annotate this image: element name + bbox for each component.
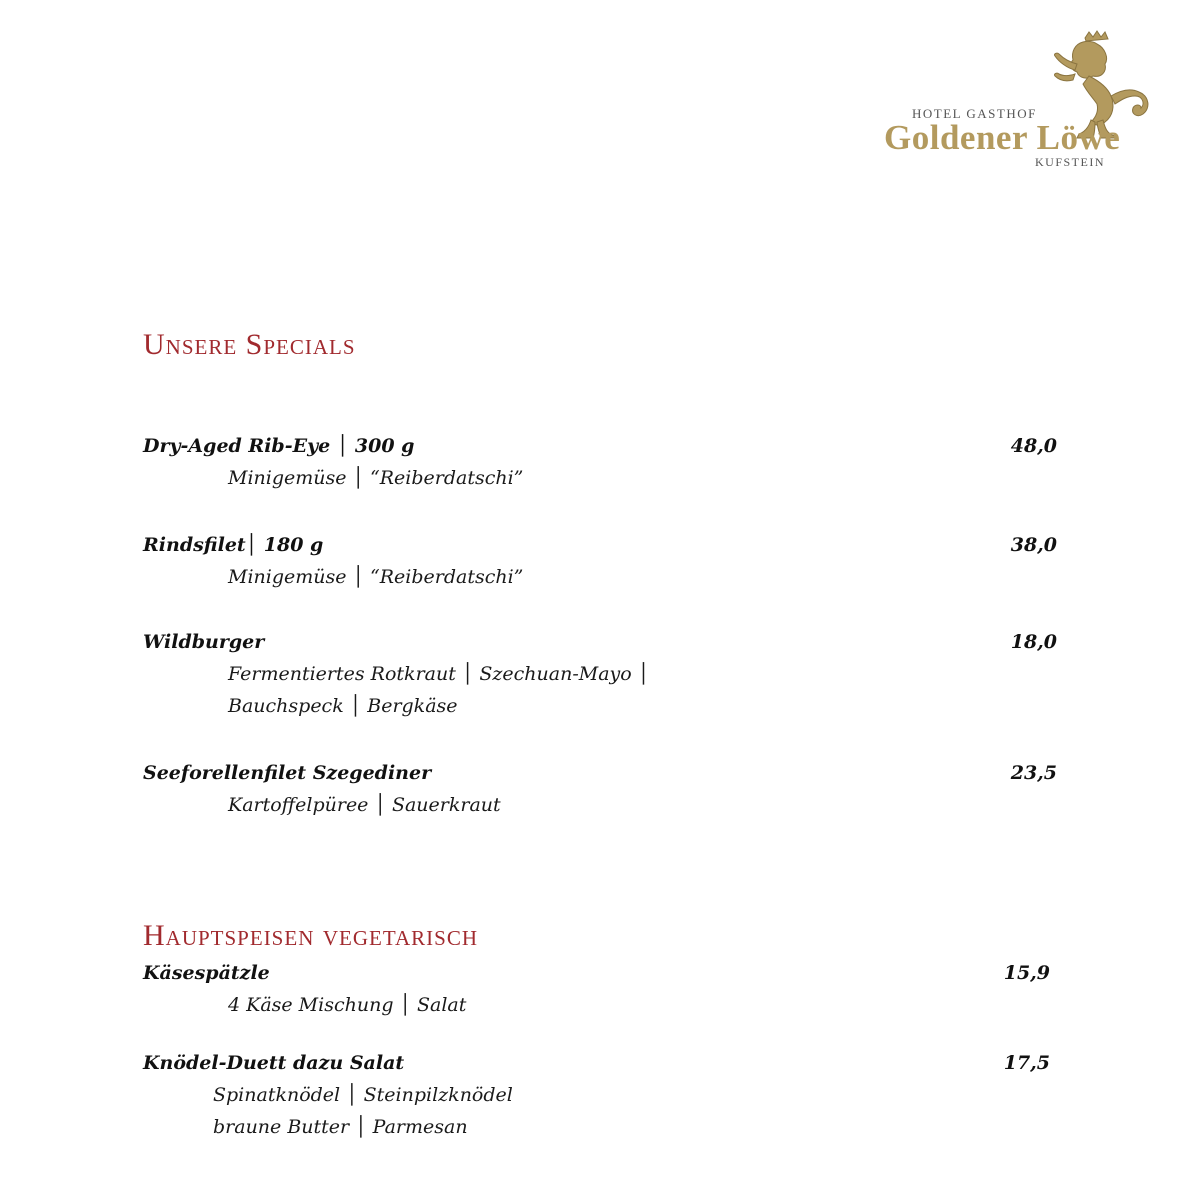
dish-name: Käsespätzle bbox=[143, 962, 270, 984]
dish-name: Seeforellenfilet Szegediner bbox=[143, 762, 432, 784]
logo-hotel-label: HOTEL GASTHOF bbox=[912, 106, 1037, 121]
dish-price: 18,0 bbox=[1010, 631, 1057, 653]
logo-name: Goldener Löwe bbox=[884, 118, 1121, 157]
dish-price: 17,5 bbox=[1003, 1052, 1050, 1074]
dish-price: 48,0 bbox=[1010, 435, 1057, 457]
dish-description: Fermentiertes Rotkraut │ Szechuan-Mayo │ bbox=[228, 663, 650, 685]
dish-description: braune Butter │ Parmesan bbox=[213, 1116, 468, 1138]
section-title-vegetarian: Hauptspeisen vegetarisch bbox=[143, 919, 479, 952]
dish-name: Rindsfilet│ 180 g bbox=[143, 534, 324, 556]
dish-price: 38,0 bbox=[1010, 534, 1057, 556]
section-title-specials: Unsere Specials bbox=[143, 328, 356, 361]
dish-price: 23,5 bbox=[1010, 762, 1057, 784]
dish-description: Minigemüse │ “Reiberdatschi” bbox=[228, 566, 524, 588]
dish-name: Knödel-Duett dazu Salat bbox=[143, 1052, 405, 1074]
dish-description: Kartoffelpüree │ Sauerkraut bbox=[228, 794, 501, 816]
dish-description: Spinatknödel │ Steinpilzknödel bbox=[213, 1084, 513, 1106]
dish-description: Bauchspeck │ Bergkäse bbox=[228, 695, 458, 717]
dish-name: Dry-Aged Rib-Eye │ 300 g bbox=[143, 435, 415, 457]
dish-description: Minigemüse │ “Reiberdatschi” bbox=[228, 467, 524, 489]
hotel-logo bbox=[880, 30, 1160, 180]
dish-description: 4 Käse Mischung │ Salat bbox=[228, 994, 467, 1016]
dish-name: Wildburger bbox=[143, 631, 265, 653]
logo-town: KUFSTEIN bbox=[1035, 155, 1106, 169]
dish-price: 15,9 bbox=[1003, 962, 1050, 984]
